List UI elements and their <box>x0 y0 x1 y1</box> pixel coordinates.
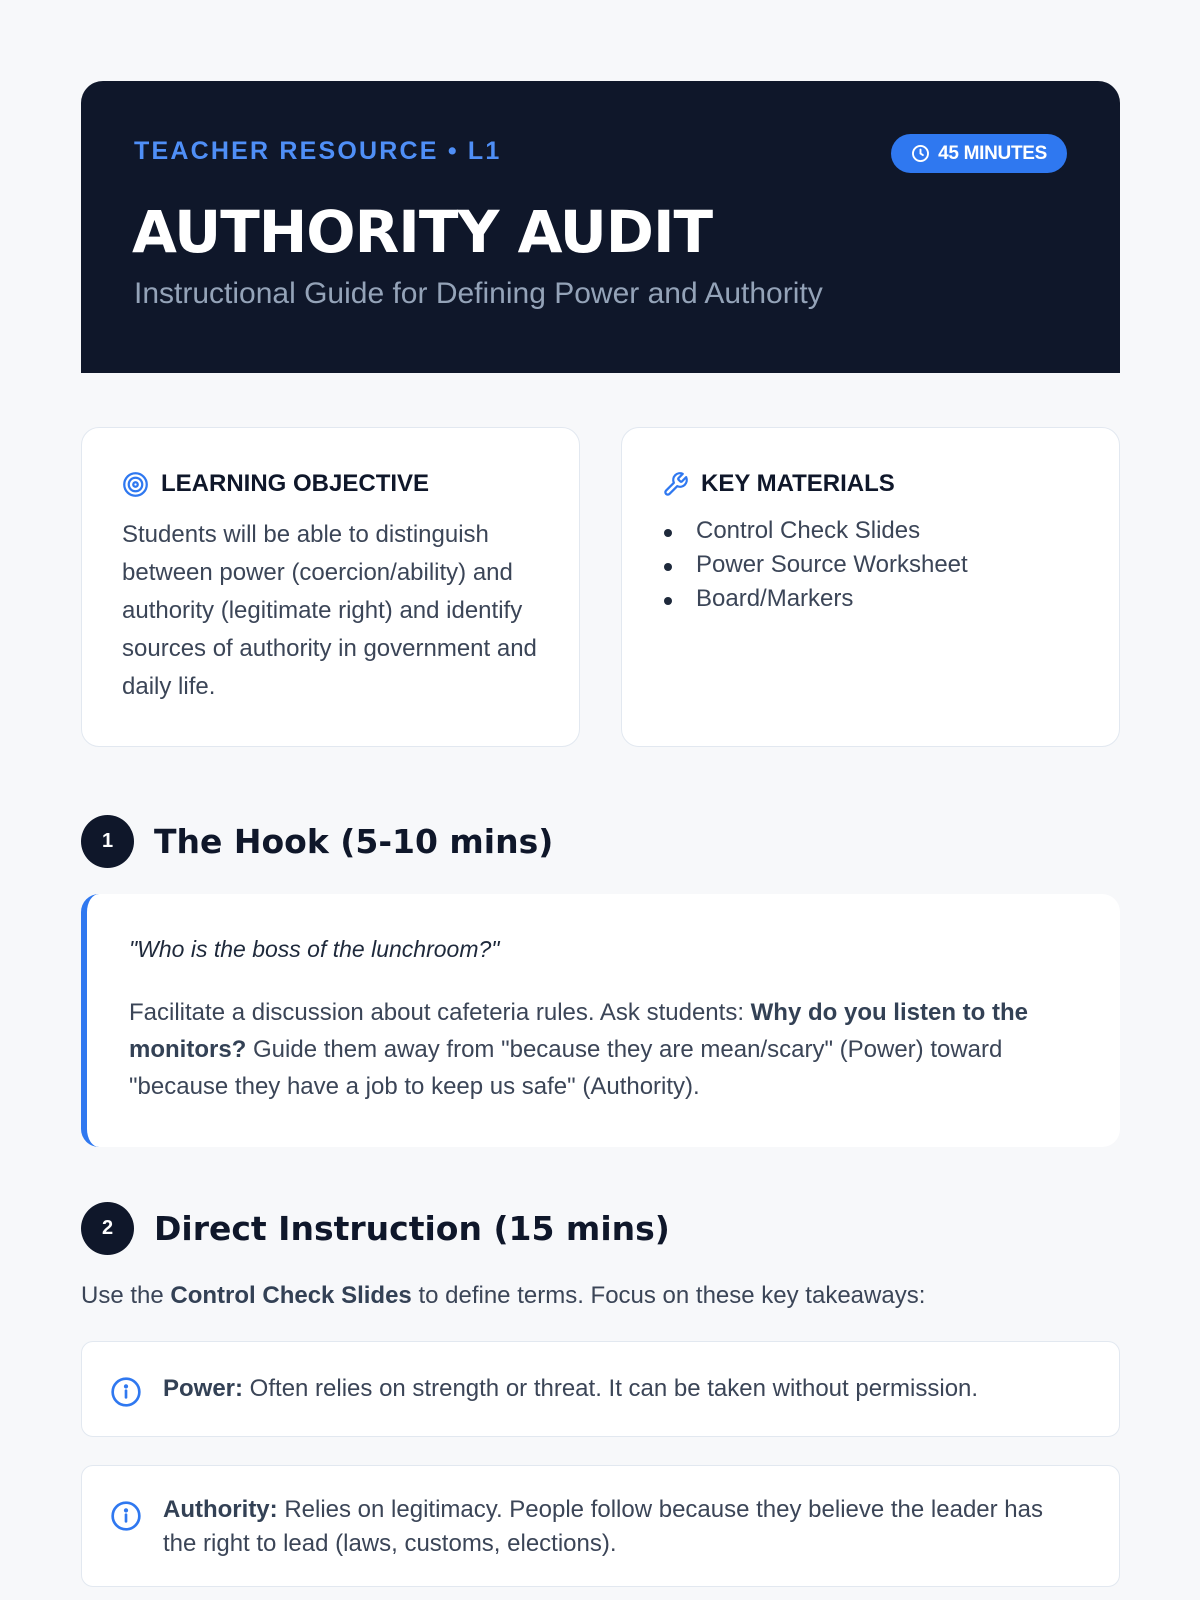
list-item: Control Check Slides <box>662 514 968 548</box>
hook-quote: "Who is the boss of the lunchroom?" <box>129 936 500 962</box>
takeaway-text <box>163 1493 1083 1561</box>
target-icon <box>122 471 149 498</box>
hook-text-rest: Guide them away from "because they are mean/scary" (Power) toward "because they have a job to keep us safe" (Authority). <box>129 1036 1003 1100</box>
duration-badge <box>891 134 1067 173</box>
materials-heading-label: KEY MATERIALS <box>701 470 895 497</box>
intro-lead: Use the <box>81 1282 171 1309</box>
wrench-icon <box>662 471 689 498</box>
list-item: Power Source Worksheet <box>662 548 968 582</box>
info-icon <box>110 1500 142 1532</box>
instruction-intro <box>81 1282 925 1310</box>
duration-label: 45 MINUTES <box>938 142 1047 164</box>
objective-heading <box>122 470 429 498</box>
step-number: 2 <box>81 1202 134 1255</box>
hook-text <box>129 994 1079 1105</box>
takeaway-term: Power: <box>163 1375 244 1402</box>
takeaway-definition: Often relies on strength or threat. It can be taken without permission. <box>243 1375 979 1402</box>
hook-callout <box>81 894 1120 1147</box>
page-subtitle: Instructional Guide for Defining Power and Authority <box>134 277 823 310</box>
section-hook-heading <box>81 815 553 868</box>
objective-heading-label: LEARNING OBJECTIVE <box>161 470 430 497</box>
objective-card <box>81 427 580 747</box>
intro-rest: to define terms. Focus on these key takeaways: <box>411 1282 926 1309</box>
step-number: 1 <box>81 815 134 868</box>
list-item: Board/Markers <box>662 582 968 616</box>
materials-card <box>621 427 1120 747</box>
info-icon <box>110 1376 142 1408</box>
materials-list <box>662 514 968 616</box>
hook-text-lead: Facilitate a discussion about cafeteria rules. Ask students: <box>129 999 751 1026</box>
takeaway-power <box>81 1341 1120 1437</box>
takeaway-definition: Relies on legitimacy. People follow because they believe the leader has the right to lead (laws, customs, elections). <box>163 1496 1043 1557</box>
section-title: The Hook (5-10 mins) <box>154 822 554 861</box>
intro-material: Control Check Slides <box>170 1282 412 1309</box>
takeaway-term: Authority: <box>163 1496 278 1523</box>
clock-icon <box>911 144 930 163</box>
resource-eyebrow: TEACHER RESOURCE • L1 <box>134 137 502 165</box>
section-title: Direct Instruction (15 mins) <box>154 1209 670 1248</box>
hook-question: Why do you listen to the monitors? <box>129 999 1028 1063</box>
takeaway-text <box>163 1372 1083 1406</box>
materials-heading <box>662 470 895 498</box>
objective-text: Students will be able to distinguish between power (coercion/ability) and authority (legitimate right) and identify sources of authority in government and daily life. <box>122 521 537 700</box>
section-instruction-heading <box>81 1202 670 1255</box>
takeaway-authority <box>81 1465 1120 1587</box>
header-banner <box>81 81 1120 373</box>
page-title: AUTHORITY AUDIT <box>132 198 713 266</box>
